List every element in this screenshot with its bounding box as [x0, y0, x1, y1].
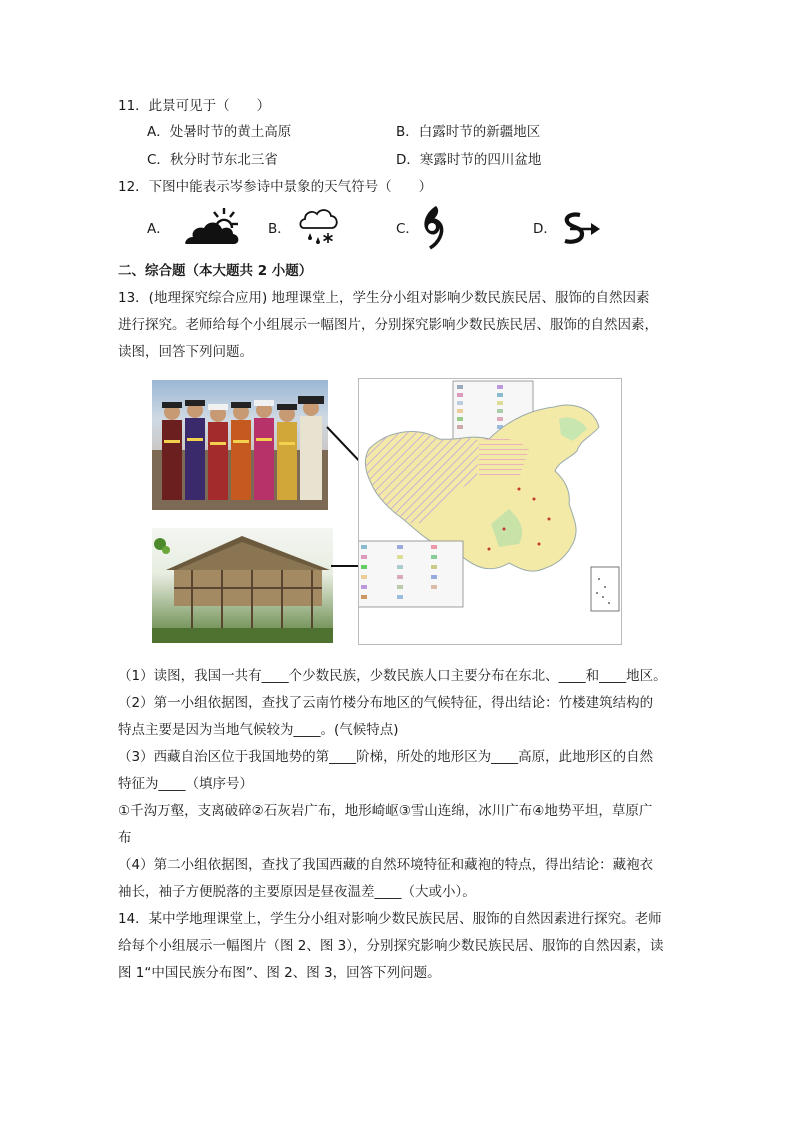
q12-label-a: A．	[147, 221, 170, 237]
q14-stem-line-3: 图 1“中国民族分布图”、图 2、图 3，回答下列问题。	[118, 965, 441, 981]
q13-sub3-line-1: （3）西藏自治区位于我国地势的第____阶梯，所处的地形区为____高原，此地形区的自然	[118, 749, 654, 765]
sun-cloud-icon	[182, 204, 242, 248]
q11-option-a: A．处暑时节的黄土高原	[147, 124, 292, 140]
q11-option-d: D．寒露时节的四川盆地	[396, 152, 542, 168]
typhoon-icon	[420, 204, 446, 250]
q12-label-c: C．	[396, 221, 419, 237]
q13-sub4-line-1: （4）第二小组依据图，查找了我国西藏的自然环境特征和藏袍的特点，得出结论：藏袍衣	[118, 857, 654, 873]
section-heading: 二、综合题（本大题共 2 小题）	[118, 263, 313, 279]
cloud-rain-snow-icon	[298, 206, 340, 248]
q13-choices-line-2: 布	[118, 830, 132, 846]
q11-option-b: B．白露时节的新疆地区	[396, 124, 541, 140]
q14-stem-line-2: 给每个小组展示一幅图片（图 2、图 3），分别探究影响少数民族民居、服饰的自然因素，读	[118, 938, 664, 954]
q13-sub3-line-2: 特征为____（填序号）	[118, 776, 253, 792]
tibetan-costume-photo	[152, 380, 328, 510]
q13-stem-line-1: 13．(地理探究综合应用) 地理课堂上，学生分小组对影响少数民族民居、服饰的自然因素	[118, 290, 650, 306]
q12-label-b: B．	[268, 221, 291, 237]
q13-sub2-line-2: 特点主要是因为当地气候较为____。(气候特点)	[118, 722, 399, 738]
q13-sub1: （1）读图，我国一共有____个少数民族，少数民族人口主要分布在东北、____和____地区。	[118, 668, 667, 684]
q13-sub4-line-2: 袖长，袖子方便脱落的主要原因是昼夜温差____（大或小）。	[118, 884, 476, 900]
q11-stem: 11．此景可见于（ ）	[118, 98, 271, 114]
q12-stem: 12．下图中能表示岑参诗中景象的天气符号（ ）	[118, 179, 433, 195]
q13-stem-line-3: 读图，回答下列问题。	[118, 344, 253, 360]
bamboo-house-photo	[152, 528, 333, 643]
q11-option-c: C．秋分时节东北三省	[147, 152, 278, 168]
q13-choices-line-1: ①千沟万壑，支离破碎②石灰岩广布，地形崎岖③雪山连绵，冰川广布④地势平坦，草原广	[118, 803, 653, 819]
q12-label-d: D．	[533, 221, 557, 237]
q14-stem-line-1: 14．某中学地理课堂上，学生分小组对影响少数民族民居、服饰的自然因素进行探究。老师	[118, 911, 662, 927]
sandstorm-icon	[560, 212, 602, 246]
ethnic-distribution-map	[358, 378, 622, 645]
q13-stem-line-2: 进行探究。老师给每个小组展示一幅图片，分别探究影响少数民族民居、服饰的自然因素，	[118, 317, 658, 333]
q13-sub2-line-1: （2）第一小组依据图，查找了云南竹楼分布地区的气候特征，得出结论：竹楼建筑结构的	[118, 695, 654, 711]
